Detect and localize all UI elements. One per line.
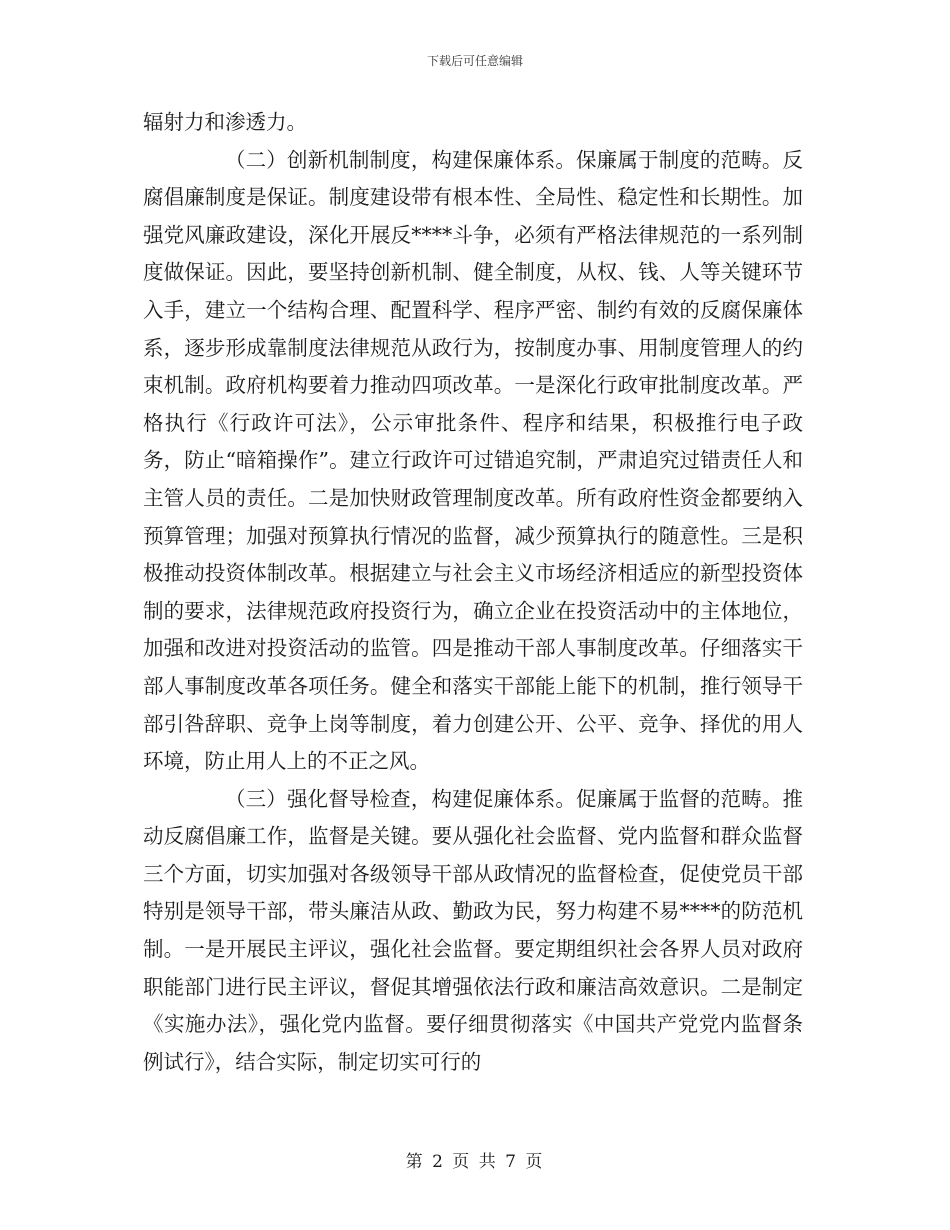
paragraph-section-2: （二）创新机制制度，构建保廉体系。保廉属于制度的范畴。反腐倡廉制度是保证。制度建设带有根本性、全局性、稳定性和长期性。加强党风廉政建设，深化开展反****斗争，必须有严格法律规范的一系列制度做保证。因此，要坚持创新机制、健全制度，从权、钱、人等关键环节入手，建立一个结构合理、配置科学、程序严密、制约有效的反腐保廉体系，逐步形成靠制度法律规范从政行为，按制度办事、用制度管理人的约束机制。政府机构要着力推动四项改革。一是深化行政审批制度改革。严格执行《行政许可法》，公示审批条件、程序和结果，积极推行电子政务，防止“暗箱操作”。建立行政许可过错追究制，严肃追究过错责任人和主管人员的责任。二是加快财政管理制度改革。所有政府性资金都要纳入预算管理；加强对预算执行情况的监督，减少预算执行的随意性。三是积极推动投资体制改革。根据建立与社会主义市场经济相适应的新型投资体制的要求，法律规范政府投资行为，确立企业在投资活动中的主体地位，加强和改进对投资活动的监管。四是推动干部人事制度改革。仔细落实干部人事制度改革各项任务。健全和落实干部能上能下的机制，推行领导干部引咎辞职、竞争上岗等制度，着力创建公开、公平、竞争、择优的用人环境，防止用人上的不正之风。 [143, 147, 803, 774]
paragraph-continuation: 辐射力和渗透力。 [143, 110, 307, 134]
page-number: 第 2 页 共 7 页 [405, 1152, 545, 1172]
document-body [143, 104, 803, 1081]
page-header: 下载后可任意编辑 [426, 54, 523, 68]
paragraph-section-3: （三）强化督导检查，构建促廉体系。促廉属于监督的范畴。推动反腐倡廉工作，监督是关键。要从强化社会监督、党内监督和群众监督三个方面，切实加强对各级领导干部从政情况的监督检查，促使党员干部特别是领导干部，带头廉洁从政、勤政为民，努力构建不易****的防范机制。一是开展民主评议，强化社会监督。要定期组织社会各界人员对政府职能部门进行民主评议，督促其增强依法行政和廉洁高效意识。二是制定《实施办法》，强化党内监督。要仔细贯彻落实《中国共产党党内监督条例试行》，结合实际，制定切实可行的 [143, 786, 803, 1074]
